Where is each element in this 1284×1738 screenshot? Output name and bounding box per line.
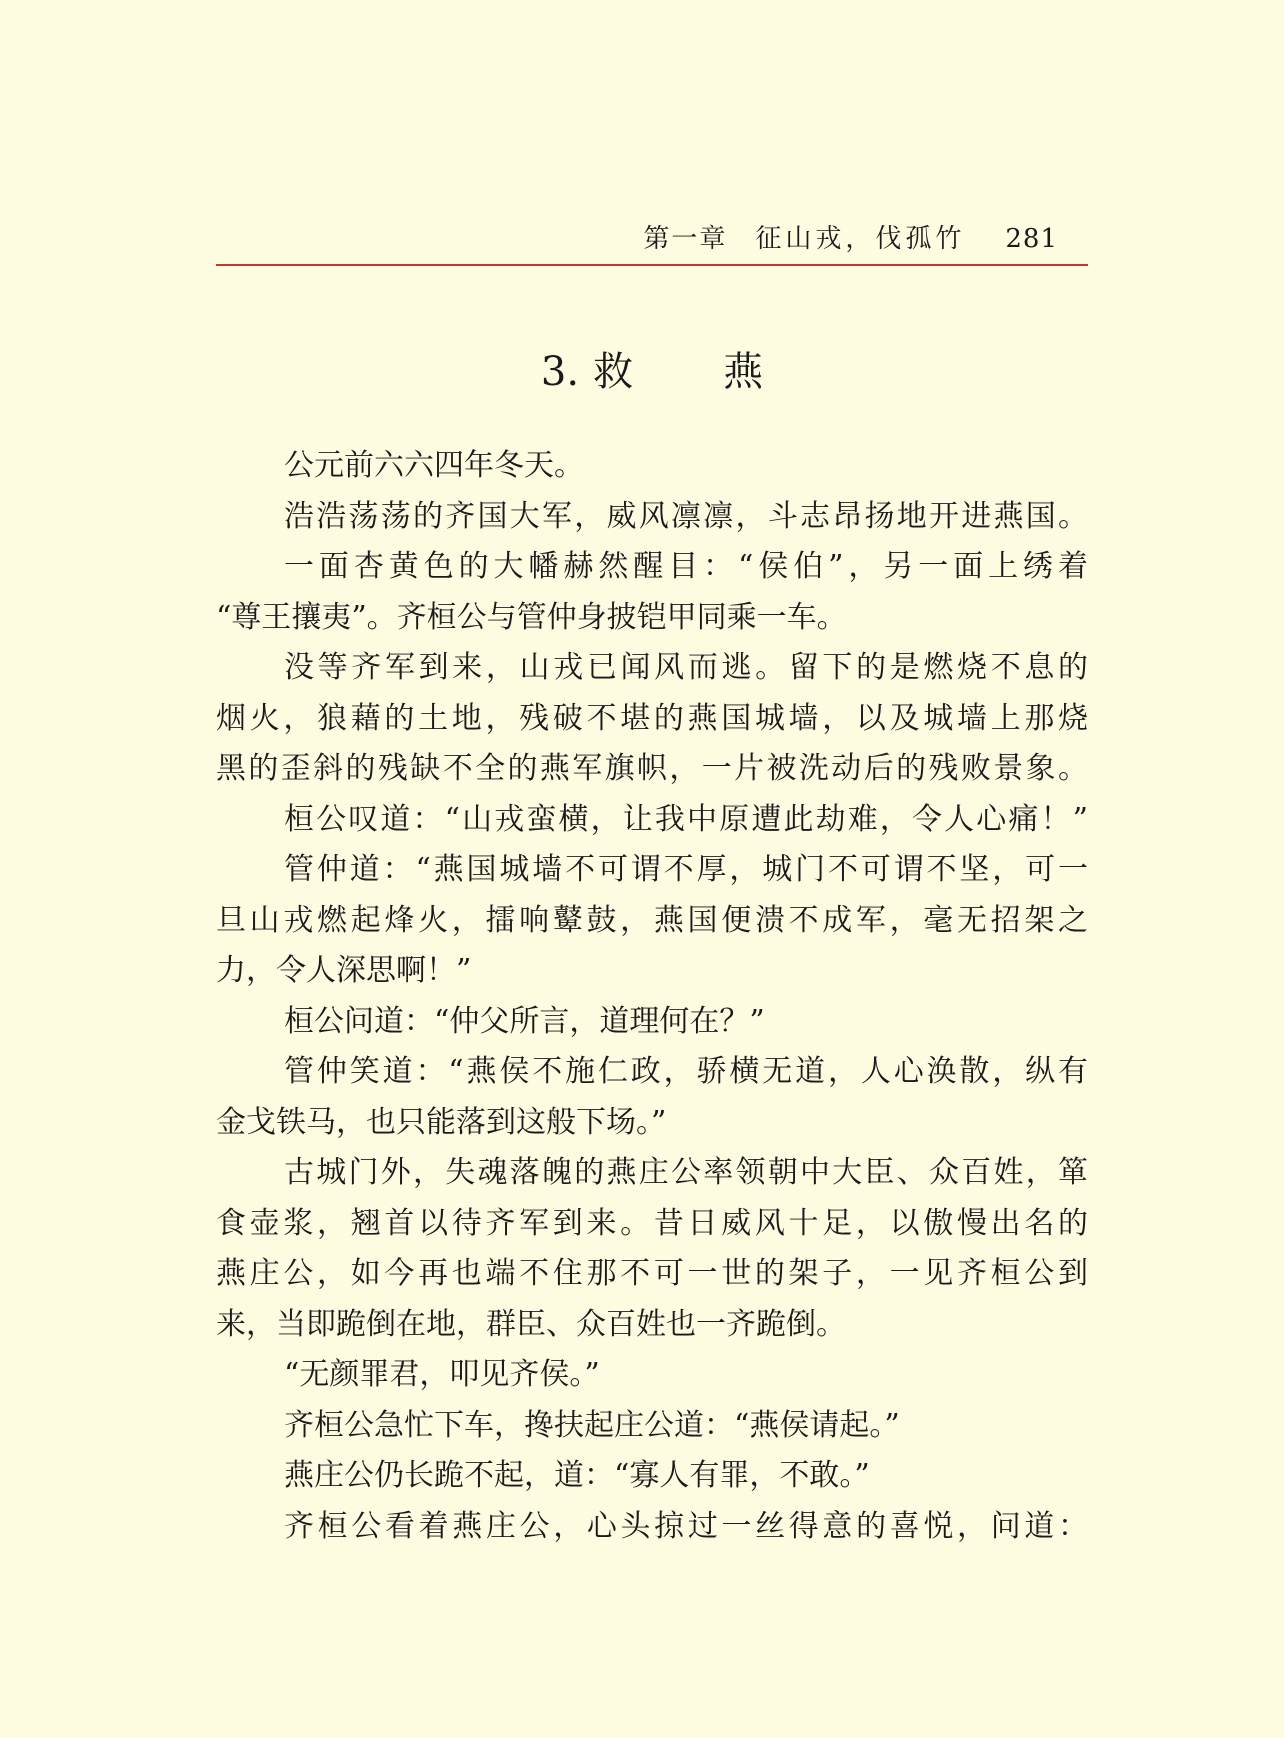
paragraph-line: 管仲笑道：“燕侯不施仁政，骄横无道，人心涣散，纵有 xyxy=(284,1054,1088,1089)
paragraph-line: 桓公叹道：“山戎蛮横，让我中原遭此劫难，令人心痛！” xyxy=(284,801,1088,837)
page-number: 281 xyxy=(1005,224,1058,254)
section-number: 3. xyxy=(540,349,580,395)
header-chapter: 第一章 xyxy=(643,224,728,254)
paragraph-line: 古城门外，失魂落魄的燕庄公率领朝中大臣、众百姓，箪 xyxy=(284,1155,1088,1190)
paragraph-line: 齐桓公看着燕庄公，心头掠过一丝得意的喜悦，问道： xyxy=(284,1508,1088,1544)
paragraph-line: 齐桓公急忙下车，搀扶起庄公道：“燕侯请起。” xyxy=(284,1407,900,1443)
header-rule xyxy=(216,264,1088,266)
paragraph-line: 公元前六六四年冬天。 xyxy=(284,448,584,483)
paragraph-line: 桓公问道：“仲父所言，道理何在？” xyxy=(284,1003,765,1039)
paragraph-line: “尊王攘夷”。齐桓公与管仲身披铠甲同乘一车。 xyxy=(216,599,847,635)
body-text xyxy=(216,441,1088,1552)
paragraph-line: 来，当即跪倒在地，群臣、众百姓也一齐跪倒。 xyxy=(216,1306,846,1342)
paragraph-line: “无颜罪君，叩见齐侯。” xyxy=(284,1357,600,1392)
header-chapter-title: 征山戎，伐孤竹 xyxy=(755,224,966,254)
section-title-char-2: 燕 xyxy=(723,349,764,395)
paragraph-line: 金戈铁马，也只能落到这般下场。” xyxy=(216,1104,667,1140)
paragraph-line: 黑的歪斜的残缺不全的燕军旗帜，一片被洗动后的残败景象。 xyxy=(216,751,1088,786)
paragraph-line: 燕庄公仍长跪不起，道：“寡人有罪，不敢。” xyxy=(284,1458,870,1493)
paragraph-line: 燕庄公，如今再也端不住那不可一世的架子，一见齐桓公到 xyxy=(216,1256,1088,1291)
paragraph-line: 没等齐军到来，山戎已闻风而逃。留下的是燃烧不息的 xyxy=(284,650,1088,685)
paragraph-line: 食壶浆，翘首以待齐军到来。昔日威风十足，以傲慢出名的 xyxy=(216,1205,1088,1241)
paragraph-line: 力，令人深思啊！” xyxy=(216,953,472,988)
paragraph-line: 烟火，狼藉的土地，残破不堪的燕国城墙，以及城墙上那烧 xyxy=(216,700,1088,736)
paragraph-line: 旦山戎燃起烽火，擂响鼙鼓，燕国便溃不成军，毫无招架之 xyxy=(216,902,1088,938)
section-title-char-1: 救 xyxy=(593,349,634,395)
running-header xyxy=(216,218,1088,258)
paragraph-line: 一面杏黄色的大幡赫然醒目：“侯伯”，另一面上绣着 xyxy=(284,549,1088,584)
paragraph-line: 浩浩荡荡的齐国大军，威风凛凛，斗志昂扬地开进燕国。 xyxy=(284,498,1088,534)
section-title xyxy=(216,340,1088,397)
paragraph-line: 管仲道：“燕国城墙不可谓不厚，城门不可谓不坚，可一 xyxy=(284,852,1088,887)
